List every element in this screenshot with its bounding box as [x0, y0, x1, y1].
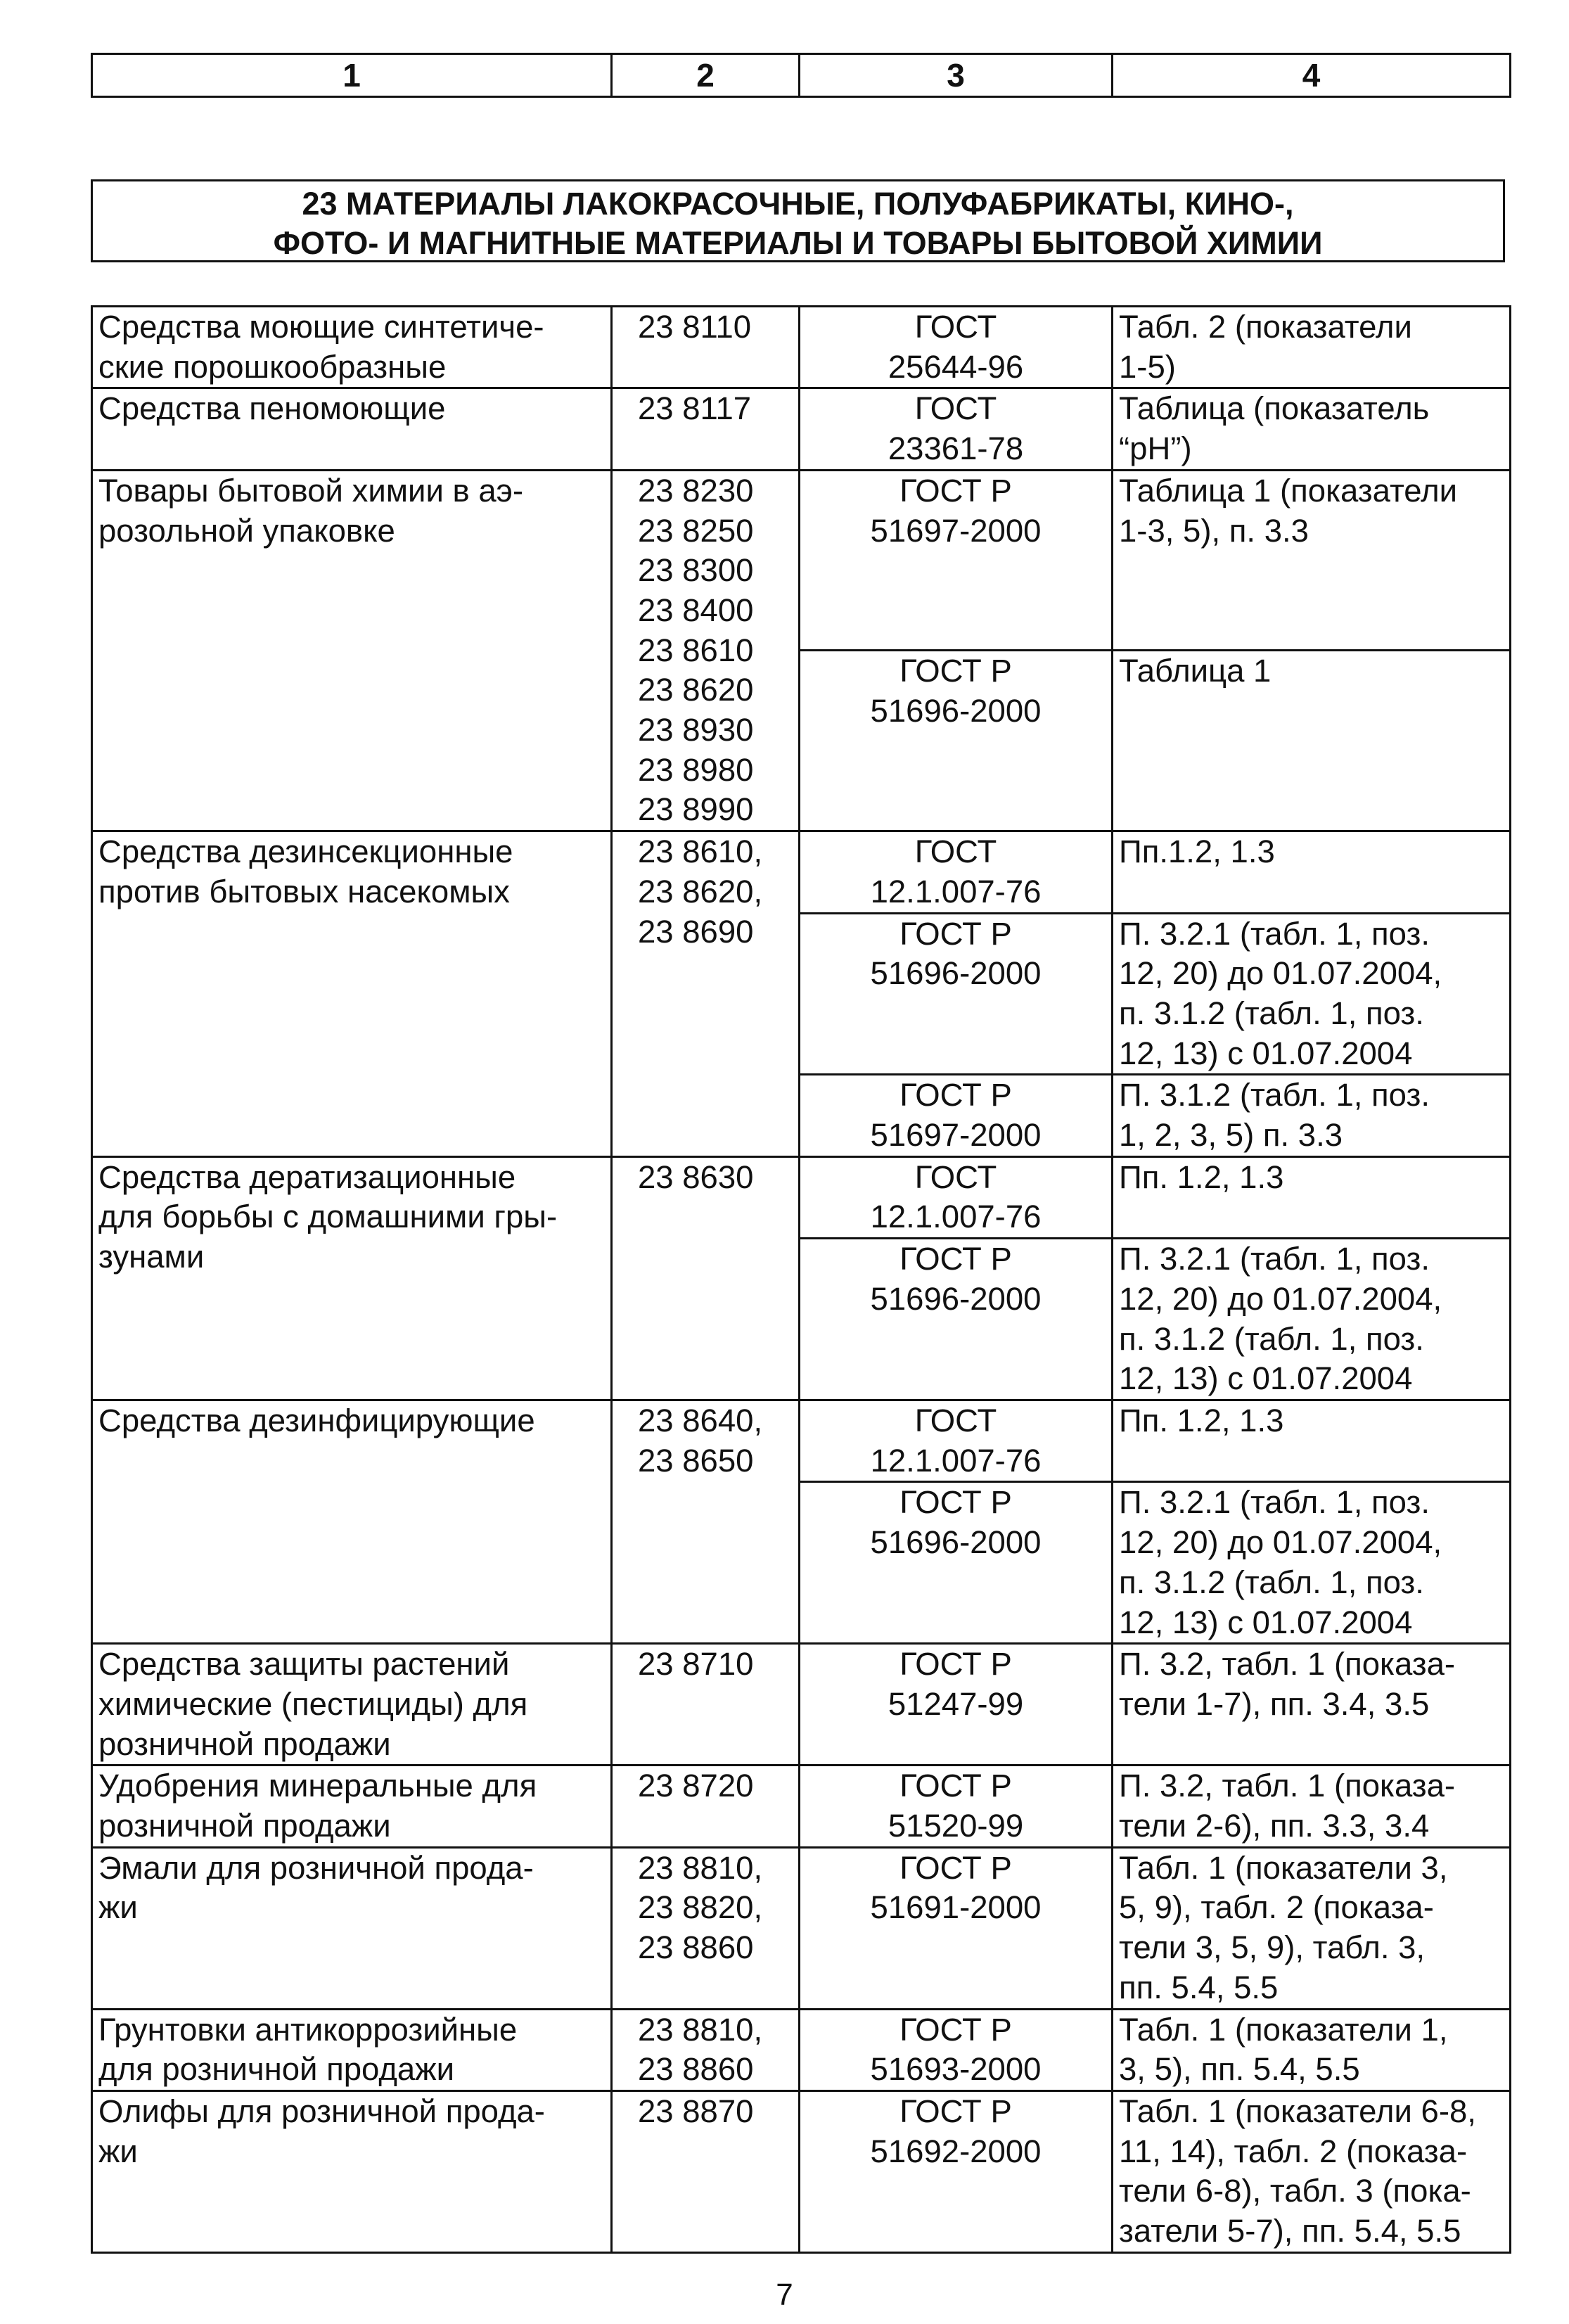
- product-code-cell: 23 8810, 23 8860: [612, 2009, 800, 2090]
- product-code-cell: 23 8710: [612, 1644, 800, 1766]
- table-row: [92, 831, 1511, 913]
- product-code-cell: 23 8610, 23 8620, 23 8690: [612, 831, 800, 1157]
- requirements-cell: Пп. 1.2, 1.3: [1113, 1156, 1511, 1238]
- product-code-cell: 23 8870: [612, 2090, 800, 2252]
- requirements-cell: П. 3.2.1 (табл. 1, поз. 12, 20) до 01.07.2004, п. 3.1.2 (табл. 1, поз. 12, 13) с 01.07.2004: [1113, 1239, 1511, 1400]
- product-code-cell: 23 8110: [612, 307, 800, 388]
- product-name-cell: Олифы для розничной прода- жи: [92, 2090, 612, 2252]
- standard-cell: ГОСТ Р 51697-2000: [800, 1075, 1113, 1156]
- column-number-2: 2: [612, 54, 800, 97]
- standard-cell: ГОСТ Р 51696-2000: [800, 1239, 1113, 1400]
- product-name-cell: Средства дезинфицирующие: [92, 1400, 612, 1643]
- section-heading-line-2: ФОТО- И МАГНИТНЫЕ МАТЕРИАЛЫ И ТОВАРЫ БЫТОВОЙ ХИМИИ: [273, 225, 1323, 261]
- requirements-cell: П. 3.2.1 (табл. 1, поз. 12, 20) до 01.07.2004, п. 3.1.2 (табл. 1, поз. 12, 13) с 01.07.2004: [1113, 1482, 1511, 1644]
- requirements-cell: П. 3.1.2 (табл. 1, поз. 1, 2, 3, 5) п. 3.3: [1113, 1075, 1511, 1156]
- requirements-cell: П. 3.2, табл. 1 (показа- тели 2-6), пп. 3.3, 3.4: [1113, 1766, 1511, 1847]
- standard-cell: ГОСТ 25644-96: [800, 307, 1113, 388]
- requirements-cell: Табл. 1 (показатели 3, 5, 9), табл. 2 (показа- тели 3, 5, 9), табл. 3, пп. 5.4, 5.5: [1113, 1847, 1511, 2009]
- standard-cell: ГОСТ Р 51247-99: [800, 1644, 1113, 1766]
- section-heading-line-1: 23 МАТЕРИАЛЫ ЛАКОКРАСОЧНЫЕ, ПОЛУФАБРИКАТЫ, КИНО-,: [302, 186, 1294, 222]
- table-row: [92, 1156, 1511, 1238]
- product-code-cell: 23 8117: [612, 388, 800, 470]
- requirements-cell: Табл. 2 (показатели 1-5): [1113, 307, 1511, 388]
- column-number-4: 4: [1113, 54, 1511, 97]
- column-number-3: 3: [800, 54, 1113, 97]
- product-code-cell: 23 8810, 23 8820, 23 8860: [612, 1847, 800, 2009]
- table-row: [92, 1766, 1511, 1847]
- table-row: [92, 1644, 1511, 1766]
- product-code-cell: 23 8640, 23 8650: [612, 1400, 800, 1643]
- requirements-cell: Таблица 1: [1113, 651, 1511, 831]
- product-code-cell: 23 8230 23 8250 23 8300 23 8400 23 8610 23 8620 23 8930 23 8980 23 8990: [612, 470, 800, 831]
- table-row: [92, 1847, 1511, 2009]
- requirements-cell: П. 3.2, табл. 1 (показа- тели 1-7), пп. 3.4, 3.5: [1113, 1644, 1511, 1766]
- standard-cell: ГОСТ 12.1.007-76: [800, 1156, 1113, 1238]
- table-row: [92, 2009, 1511, 2090]
- requirements-cell: Пп.1.2, 1.3: [1113, 831, 1511, 913]
- page-number: 7: [776, 2278, 793, 2312]
- product-name-cell: Удобрения минеральные для розничной продажи: [92, 1766, 612, 1847]
- standard-cell: ГОСТ 12.1.007-76: [800, 831, 1113, 913]
- product-name-cell: Средства дезинсекционные против бытовых насекомых: [92, 831, 612, 1157]
- product-name-cell: Средства моющие синтетиче- ские порошкообразные: [92, 307, 612, 388]
- standard-cell: ГОСТ Р 51696-2000: [800, 651, 1113, 831]
- table-row: [92, 470, 1511, 651]
- product-name-cell: Средства дератизационные для борьбы с домашними гры- зунами: [92, 1156, 612, 1400]
- standard-cell: ГОСТ Р 51691-2000: [800, 1847, 1113, 2009]
- table-row: [92, 388, 1511, 470]
- column-number-row: [92, 54, 1511, 97]
- product-name-cell: Грунтовки антикоррозийные для розничной продажи: [92, 2009, 612, 2090]
- requirements-cell: Таблица 1 (показатели 1-3, 5), п. 3.3: [1113, 470, 1511, 651]
- requirements-cell: Таблица (показатель “pH”): [1113, 388, 1511, 470]
- product-name-cell: Товары бытовой химии в аэ- розольной упаковке: [92, 470, 612, 831]
- standard-cell: ГОСТ Р 51693-2000: [800, 2009, 1113, 2090]
- table-row: [92, 2090, 1511, 2252]
- table-row: [92, 1400, 1511, 1481]
- certification-table: [91, 305, 1511, 2254]
- requirements-cell: Табл. 1 (показатели 6-8, 11, 14), табл. 2 (показа- тели 6-8), табл. 3 (пока- затели 5-7), пп. 5.4, 5.5: [1113, 2090, 1511, 2252]
- standard-cell: ГОСТ Р 51692-2000: [800, 2090, 1113, 2252]
- standard-cell: ГОСТ Р 51696-2000: [800, 913, 1113, 1075]
- section-heading: [91, 179, 1505, 262]
- product-code-cell: 23 8630: [612, 1156, 800, 1400]
- standard-cell: ГОСТ Р 51520-99: [800, 1766, 1113, 1847]
- column-number-1: 1: [92, 54, 612, 97]
- product-name-cell: Средства защиты растений химические (пестициды) для розничной продажи: [92, 1644, 612, 1766]
- requirements-cell: П. 3.2.1 (табл. 1, поз. 12, 20) до 01.07.2004, п. 3.1.2 (табл. 1, поз. 12, 13) с 01.07.2004: [1113, 913, 1511, 1075]
- column-number-header: [91, 53, 1511, 98]
- standard-cell: ГОСТ 12.1.007-76: [800, 1400, 1113, 1481]
- requirements-cell: Пп. 1.2, 1.3: [1113, 1400, 1511, 1481]
- table-row: [92, 307, 1511, 388]
- product-name-cell: Средства пеномоющие: [92, 388, 612, 470]
- product-name-cell: Эмали для розничной прода- жи: [92, 1847, 612, 2009]
- standard-cell: ГОСТ 23361-78: [800, 388, 1113, 470]
- standard-cell: ГОСТ Р 51697-2000: [800, 470, 1113, 651]
- certification-table-body: [92, 307, 1511, 2253]
- standard-cell: ГОСТ Р 51696-2000: [800, 1482, 1113, 1644]
- product-code-cell: 23 8720: [612, 1766, 800, 1847]
- requirements-cell: Табл. 1 (показатели 1, 3, 5), пп. 5.4, 5.5: [1113, 2009, 1511, 2090]
